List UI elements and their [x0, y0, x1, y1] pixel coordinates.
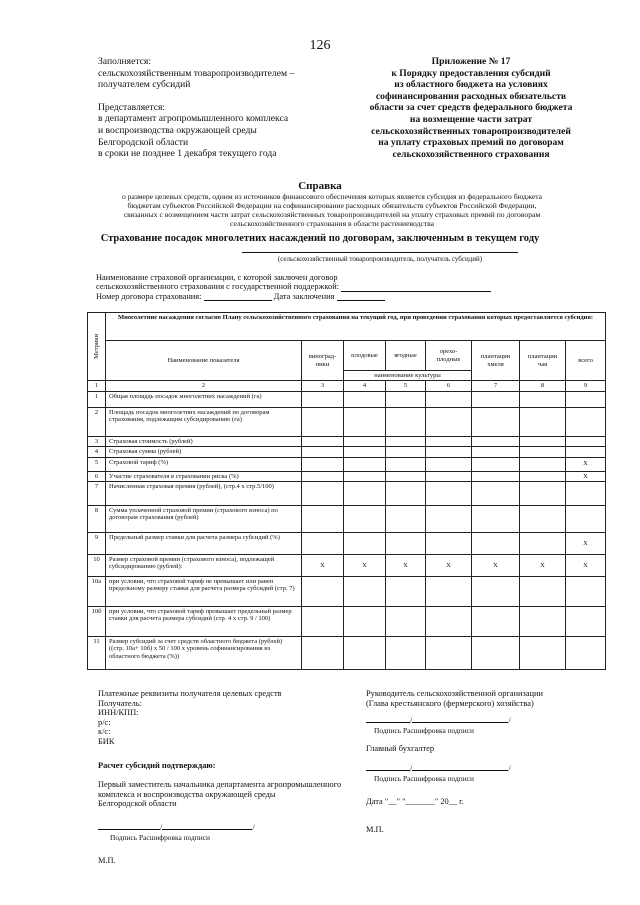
- table-row: [88, 506, 606, 533]
- row-label: Участие страхователя в страховании риска (%): [106, 471, 302, 481]
- x-mark: X: [566, 471, 606, 481]
- subtitle-line: связанных с возмещением части затрат сельскохозяйственных товаропроизводителей на уплату страховых премий по договорам: [123, 209, 541, 219]
- col-header: орехо-плодные: [426, 341, 472, 371]
- x-mark: X: [566, 555, 606, 577]
- col-header: виноград-ники: [302, 341, 344, 381]
- table-row: [88, 607, 606, 637]
- row-number: 8: [88, 506, 106, 533]
- signature-field: [98, 821, 160, 830]
- head-line: Руководитель сельскохозяйственной организации: [366, 689, 543, 698]
- col-number: 9: [566, 381, 606, 391]
- submitted-line: и воспроизводства окружающей среды: [98, 124, 257, 136]
- row-number: 9: [88, 533, 106, 555]
- stamp-place: М.П.: [366, 824, 384, 834]
- table-row: [88, 457, 606, 471]
- insurer-label-2: сельскохозяйственного страхования с государственной поддержкой:: [96, 282, 340, 292]
- col-header: всего: [566, 341, 606, 381]
- row-number: 10б: [88, 607, 106, 637]
- row-number: 3: [88, 436, 106, 446]
- group-header: Многолетние насаждения согласно Плану сельскохозяйственного страхования на текущий год, при проведении страхования которых предоставляется субсидия:: [106, 313, 606, 341]
- table-row: [88, 407, 606, 436]
- x-mark: X: [472, 555, 520, 577]
- subtitle-line: бюджетам субъектов Российской Федерации на софинансирование расходных обязательств субъектов Российской Федерации,: [127, 200, 537, 210]
- appendix-line: на уплату страховых премий по договорам: [378, 137, 564, 149]
- header-left: [98, 56, 294, 160]
- x-mark: X: [386, 555, 426, 577]
- submitted-line: в департамент агропромышленного комплекса: [98, 113, 289, 125]
- insurer-field: [341, 283, 491, 292]
- payment-title: Платежные реквизиты получателя целевых средств: [98, 689, 282, 698]
- col-number: 6: [426, 381, 472, 391]
- appendix-line: сельскохозяйственных товаропроизводителей: [371, 125, 571, 137]
- contract-number-field: [204, 292, 272, 301]
- col-header: плантации чая: [520, 341, 566, 381]
- crop-names-label: наименование культуры: [344, 371, 472, 381]
- calc-confirmed: Расчет субсидий подтверждаю:: [98, 760, 216, 770]
- col-number: 1: [88, 381, 106, 391]
- page-number: 126: [309, 38, 331, 53]
- row-label: при условии, что страховой тариф превышает предельный размер ставки для расчета размера субсидий (стр. 4 х стр. 9 / 100): [106, 607, 302, 637]
- subtitle-line: сельскохозяйственного страхования в области растениеводства: [229, 218, 434, 228]
- appendix-line: области за счет средств федерального бюджета: [369, 102, 573, 114]
- x-mark: X: [520, 555, 566, 577]
- row-label: Предельный размер ставки для расчета размера субсидий (%): [106, 533, 302, 555]
- appendix-line: к Порядку предоставления субсидий: [391, 67, 551, 79]
- section-heading: Страхование посадок многолетних насаждений по договорам, заключенным в текущем году: [100, 233, 540, 244]
- row-label: Сумма уплаченной страховой премии (страхового взноса) по договорам страхования (рублей): [106, 506, 302, 533]
- row-label: Страховая сумма (рублей): [106, 447, 302, 457]
- row-number: 1: [88, 391, 106, 407]
- table-row: [88, 577, 606, 607]
- table-row: [88, 471, 606, 481]
- stamp-place: М.П.: [98, 856, 116, 866]
- recipient-line: [242, 251, 518, 253]
- table-row: [88, 391, 606, 407]
- x-mark: X: [566, 533, 606, 555]
- chief-accountant: Главный бухгалтер: [366, 744, 435, 754]
- contract-number-label: Номер договора страхования:: [96, 291, 202, 301]
- col-number: 8: [520, 381, 566, 391]
- row-label: Начисленная страховая премия (рублей), (стр.4 х стр.5/100): [106, 482, 302, 506]
- indicator-header: Наименование показателя: [106, 341, 302, 381]
- table-row: [88, 533, 606, 555]
- filled-by-line: получателем субсидий: [98, 79, 191, 91]
- insurer-info: [96, 273, 491, 301]
- signature-decoding-field: [412, 762, 508, 771]
- x-mark: X: [344, 555, 386, 577]
- recipient-label: Получатель:: [98, 698, 142, 708]
- row-number: 6: [88, 471, 106, 481]
- col-number: 3: [302, 381, 344, 391]
- row-number: 10: [88, 555, 106, 577]
- table-row: [88, 637, 606, 670]
- x-mark: X: [426, 555, 472, 577]
- signature-field: [366, 762, 410, 771]
- row-number: 5: [88, 457, 106, 471]
- insurance-table: [87, 312, 606, 670]
- filled-by-line: сельскохозяйственным товаропроизводителем –: [98, 67, 295, 79]
- x-mark: X: [566, 457, 606, 471]
- bik-label: БИК: [98, 736, 115, 746]
- row-number: 11: [88, 637, 106, 670]
- signature-caption: Подпись Расшифровка подписи: [110, 832, 210, 842]
- row-number: 4: [88, 447, 106, 457]
- col-header: плантации хмеля: [472, 341, 520, 381]
- contract-date-field: [337, 292, 385, 301]
- signature-field: [366, 714, 410, 723]
- submitted-line: в сроки не позднее 1 декабря текущего года: [98, 148, 277, 160]
- subtitle-line: о размере целевых средств, одним из источников финансового обеспечения которых является субсидия из федерального бюджета: [121, 192, 543, 201]
- col-number: 2: [106, 381, 302, 391]
- footer-left: Платежные реквизиты получателя целевых средств Получатель: ИНН/КПП: р/с: к/с: БИК Расчет субсидий подтверждаю: Первый заместитель начальника департамента агропромышленного комплекса и воспроизводства окружающей среды Белгородской области / / Подпись Расшифровка подписи М.П.: [98, 689, 342, 866]
- row-label: Общая площадь посадок многолетних насаждений (га): [106, 391, 302, 407]
- insurer-label: Наименование страховой организации, с которой заключен договор: [96, 273, 338, 282]
- head-line: (Глава крестьянского (фермерского) хозяйства): [366, 698, 534, 708]
- x-mark: X: [302, 555, 344, 577]
- signature-caption: Подпись Расшифровка подписи: [374, 725, 474, 735]
- row-label: Страховая стоимость (рублей): [106, 436, 302, 446]
- row-number: 2: [88, 407, 106, 436]
- row-number: 10а: [88, 577, 106, 607]
- col-header: ягодные: [386, 341, 426, 371]
- deputy-line: Первый заместитель начальника департамента агропромышленного: [98, 780, 342, 790]
- metric-header-cell: [88, 313, 106, 381]
- document-title: Справка: [298, 180, 342, 192]
- deputy-line: комплекса и воспроизводства окружающей среды: [98, 789, 276, 799]
- row-label: Размер страховой премии (страхового взноса), подлежащей субсидированию (рублей):: [106, 555, 302, 577]
- filled-by-label: Заполняется:: [98, 56, 151, 67]
- col-header: плодовые: [344, 341, 386, 371]
- signature-decoding-field: [162, 821, 252, 830]
- row-label: при условии, что страховой тариф не превышает или равен предельному размеру ставки для расчета размера субсидий (стр. 7): [106, 577, 302, 607]
- rs-label: р/с:: [98, 717, 111, 727]
- submitted-line: Белгородской области: [98, 136, 189, 148]
- signature-decoding-field: [412, 714, 508, 723]
- appendix-line: Приложение № 17: [431, 56, 511, 67]
- table-row: [88, 447, 606, 457]
- col-number: 5: [386, 381, 426, 391]
- table-row: [88, 436, 606, 446]
- footer-right: Руководитель сельскохозяйственной организации (Глава крестьянского (фермерского) хозяйства) / / Подпись Расшифровка подписи Главный бухгалтер / / Подпись Расшифровка подписи Дата "__" "_______" 20__ г. М.П.: [366, 689, 543, 834]
- appendix-block: [340, 56, 602, 160]
- row-label: Размер субсидий за счет средств областного бюджета (рублей) ((стр. 10а+ 10б) х 50 / 100 х уровень софинансирования из областного бюджета (%)): [106, 637, 302, 670]
- appendix-line: из областного бюджета на условиях: [394, 79, 548, 91]
- row-number: 7: [88, 482, 106, 506]
- date-line: Дата "__" "_______" 20__ г.: [366, 797, 464, 807]
- deputy-line: Белгородской области: [98, 799, 177, 809]
- table-row: [88, 555, 606, 577]
- appendix-line: сельскохозяйственного страхования: [392, 148, 550, 160]
- row-label: Площадь посадок многолетних насаждений по договорам страхования, подлежащим субсидированию (га): [106, 407, 302, 436]
- metric-header: Метрики: [92, 334, 100, 360]
- col-number: 7: [472, 381, 520, 391]
- appendix-line: на возмещение части затрат: [409, 113, 533, 125]
- col-number: 4: [344, 381, 386, 391]
- signature-caption: Подпись Расшифровка подписи: [374, 773, 474, 783]
- ks-label: к/с:: [98, 727, 111, 737]
- inn-label: ИНН/КПП:: [98, 708, 139, 718]
- appendix-line: софинансирования расходных обязательств: [375, 90, 567, 102]
- table-row: [88, 482, 606, 506]
- contract-date-label: Дата заключения: [273, 291, 335, 301]
- document-subtitle: [100, 193, 564, 229]
- submitted-label: Представляется:: [98, 101, 166, 113]
- recipient-caption: (сельскохозяйственный товаропроизводитель, получатель субсидий): [277, 255, 483, 263]
- row-label: Страховой тариф (%): [106, 457, 302, 471]
